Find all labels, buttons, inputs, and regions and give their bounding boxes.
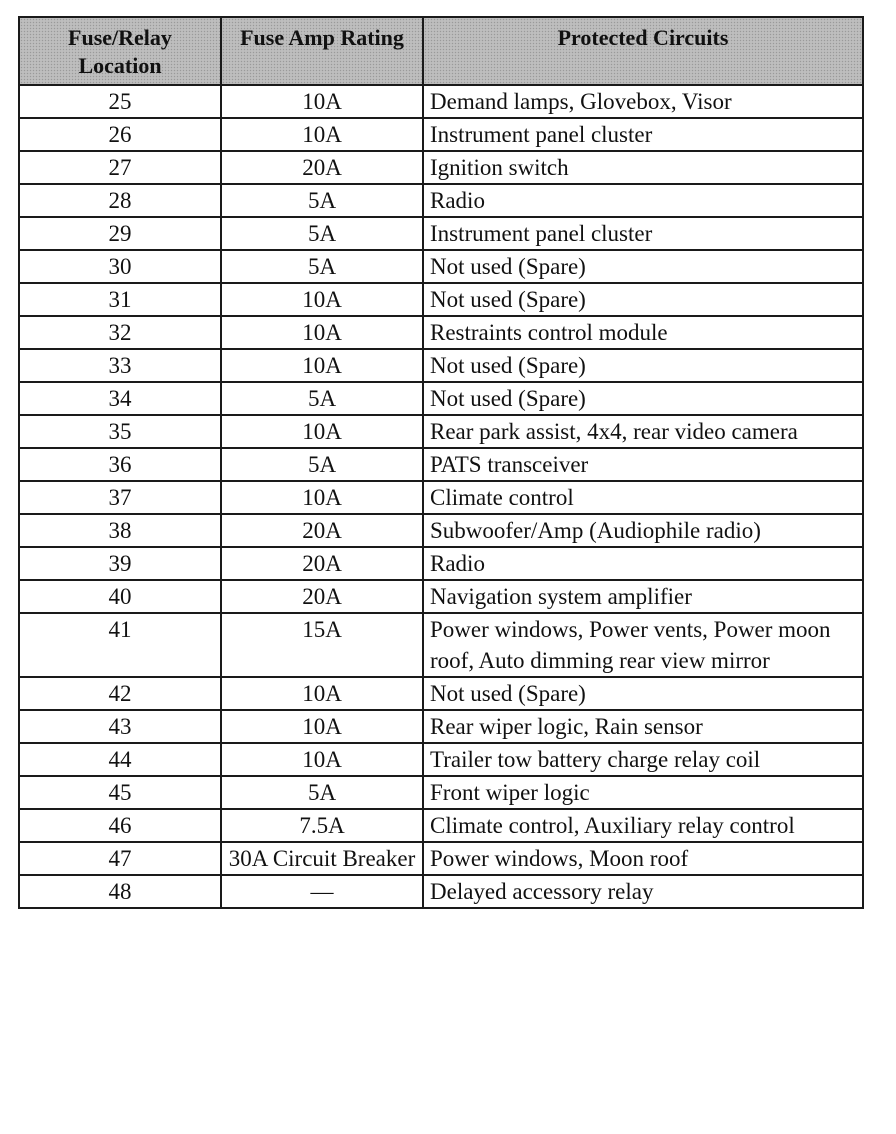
cell-location: 30 [19,250,221,283]
table-row [19,382,863,415]
cell-protected-circuits: Delayed accessory relay [423,875,863,908]
cell-protected-circuits: Not used (Spare) [423,283,863,316]
cell-protected-circuits: Power windows, Power vents, Power moon roof, Auto dimming rear view mirror [423,613,863,677]
cell-location: 42 [19,677,221,710]
cell-location: 28 [19,184,221,217]
cell-protected-circuits: Climate control, Auxiliary relay control [423,809,863,842]
header-protected-circuits: Protected Circuits [423,17,863,85]
cell-protected-circuits: Trailer tow battery charge relay coil [423,743,863,776]
cell-amp-rating: 20A [221,580,423,613]
table-row [19,217,863,250]
cell-amp-rating: 5A [221,217,423,250]
cell-location: 38 [19,514,221,547]
cell-protected-circuits: Not used (Spare) [423,382,863,415]
cell-protected-circuits: Power windows, Moon roof [423,842,863,875]
table-row [19,776,863,809]
table-row [19,875,863,908]
header-location: Fuse/Relay Location [19,17,221,85]
cell-amp-rating: 20A [221,151,423,184]
table-row [19,613,863,677]
cell-location: 32 [19,316,221,349]
cell-amp-rating: 10A [221,415,423,448]
table-header [19,17,863,85]
table-row [19,677,863,710]
table-row [19,547,863,580]
table-row [19,118,863,151]
table-row [19,842,863,875]
cell-protected-circuits: Radio [423,184,863,217]
cell-location: 26 [19,118,221,151]
cell-location: 34 [19,382,221,415]
cell-amp-rating: 20A [221,547,423,580]
cell-location: 44 [19,743,221,776]
table-row [19,415,863,448]
cell-location: 41 [19,613,221,677]
cell-protected-circuits: Demand lamps, Glovebox, Visor [423,85,863,118]
cell-location: 25 [19,85,221,118]
header-row [19,17,863,85]
cell-location: 46 [19,809,221,842]
cell-protected-circuits: Instrument panel cluster [423,118,863,151]
cell-amp-rating: 10A [221,283,423,316]
cell-protected-circuits: Rear wiper logic, Rain sensor [423,710,863,743]
cell-location: 37 [19,481,221,514]
table-body [19,85,863,908]
cell-amp-rating: 10A [221,743,423,776]
cell-amp-rating: 10A [221,349,423,382]
cell-protected-circuits: Not used (Spare) [423,250,863,283]
cell-location: 35 [19,415,221,448]
table-row [19,250,863,283]
cell-location: 31 [19,283,221,316]
cell-amp-rating: 5A [221,184,423,217]
cell-location: 47 [19,842,221,875]
cell-protected-circuits: Not used (Spare) [423,677,863,710]
table-row [19,85,863,118]
table-row [19,743,863,776]
cell-protected-circuits: Subwoofer/Amp (Audiophile radio) [423,514,863,547]
cell-location: 33 [19,349,221,382]
table-row [19,184,863,217]
cell-location: 27 [19,151,221,184]
cell-protected-circuits: PATS transceiver [423,448,863,481]
table-row [19,481,863,514]
cell-location: 36 [19,448,221,481]
cell-protected-circuits: Navigation system amplifier [423,580,863,613]
cell-amp-rating: 5A [221,448,423,481]
cell-location: 43 [19,710,221,743]
cell-location: 39 [19,547,221,580]
table-row [19,514,863,547]
cell-protected-circuits: Radio [423,547,863,580]
cell-amp-rating: 10A [221,118,423,151]
cell-protected-circuits: Not used (Spare) [423,349,863,382]
cell-amp-rating: 5A [221,776,423,809]
cell-amp-rating: 10A [221,316,423,349]
cell-protected-circuits: Ignition switch [423,151,863,184]
table-row [19,580,863,613]
table-row [19,283,863,316]
cell-location: 48 [19,875,221,908]
header-amp-rating: Fuse Amp Rating [221,17,423,85]
cell-amp-rating: 30A Circuit Breaker [221,842,423,875]
cell-protected-circuits: Front wiper logic [423,776,863,809]
cell-amp-rating: 10A [221,710,423,743]
cell-amp-rating: 5A [221,250,423,283]
cell-protected-circuits: Rear park assist, 4x4, rear video camera [423,415,863,448]
table-row [19,349,863,382]
table-row [19,448,863,481]
table-row [19,316,863,349]
cell-protected-circuits: Restraints control module [423,316,863,349]
cell-protected-circuits: Climate control [423,481,863,514]
cell-amp-rating: 5A [221,382,423,415]
fuse-table [18,16,864,909]
table-row [19,151,863,184]
cell-amp-rating: 7.5A [221,809,423,842]
cell-amp-rating: 10A [221,85,423,118]
cell-location: 40 [19,580,221,613]
cell-amp-rating: 20A [221,514,423,547]
cell-location: 45 [19,776,221,809]
cell-amp-rating: 10A [221,677,423,710]
cell-amp-rating: 15A [221,613,423,677]
cell-amp-rating: — [221,875,423,908]
cell-location: 29 [19,217,221,250]
table-row [19,710,863,743]
table-row [19,809,863,842]
cell-protected-circuits: Instrument panel cluster [423,217,863,250]
cell-amp-rating: 10A [221,481,423,514]
